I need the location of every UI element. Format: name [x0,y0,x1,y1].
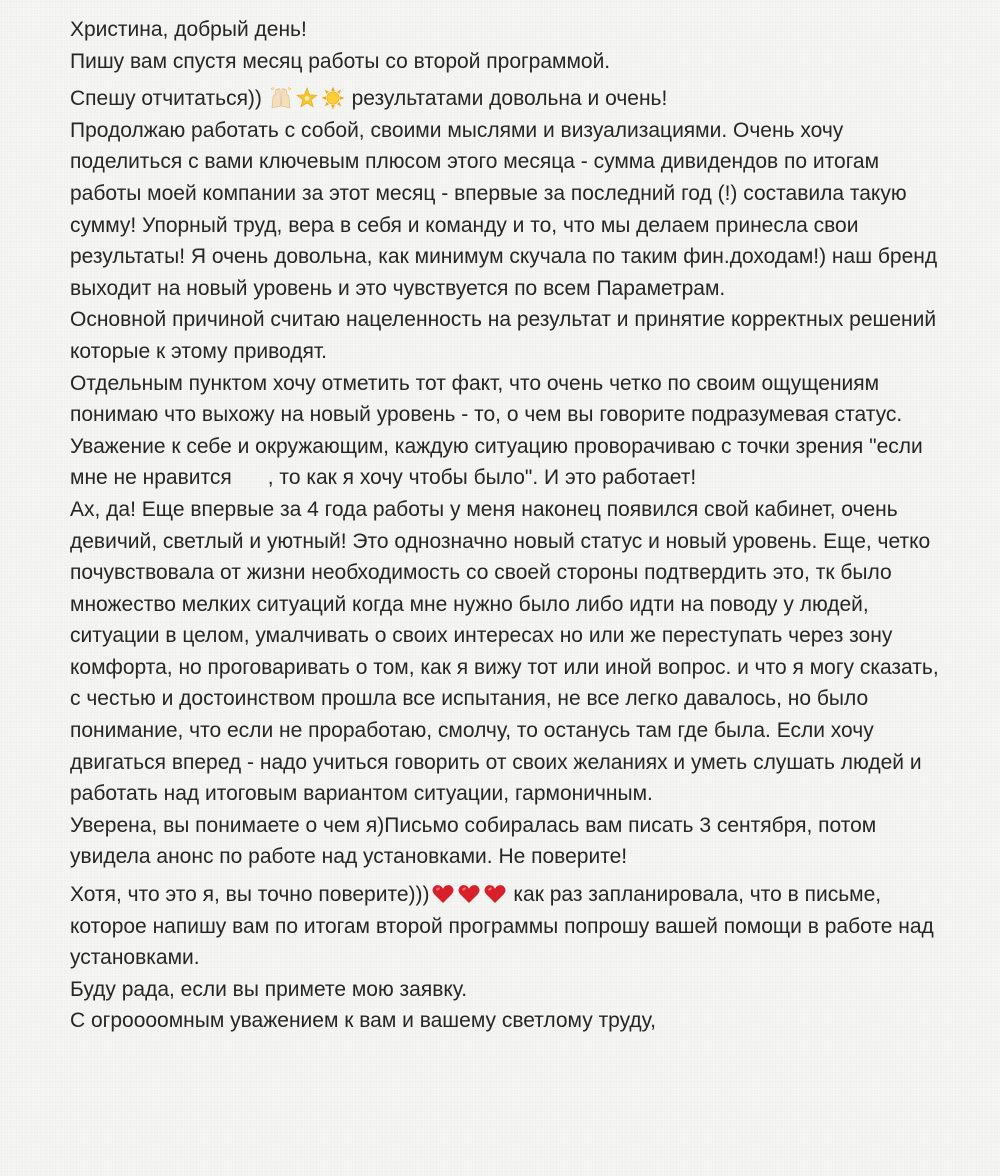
paragraph-dividends: Продолжаю работать с собой, своими мыслями и визуализациями. Очень хочу поделиться с вами ключевым плюсом этого месяца - сумма дивидендов по итогам работы моей компании за этот месяц - впервые за последний год (!) составила такую сумму! Упорный труд, вера в себя и команду и то, что мы делаем принесла свои результаты! Я очень довольна, как минимум скучала по таким фин.доходам!) наш бренд выходит на новый уровень и это чувствуется по всем Параметрам. [70,118,938,300]
heart-icon [431,882,455,906]
greeting: Христина, добрый день! [70,18,307,41]
paragraph-request-end: как раз запланировала, что в письме, которое напишу вам по итогам второй программы попрошу вашей помощи в работе над установками. [70,883,934,970]
heart-icon [483,882,507,906]
intro-line: Пишу вам спустя месяц работы со второй программой. [70,49,611,73]
sun-icon [321,86,345,110]
raised-hands-icon [269,86,293,110]
glowing-star-icon [295,86,319,110]
report-line [70,83,950,115]
paragraph-request-start: Хотя, что это я, вы точно поверите))) [70,883,430,907]
letter [70,14,950,1037]
paragraph-status-start: Отдельным пунктом хочу отметить тот факт, что очень четко по своим ощущениям понимаю что выхожу на новый уровень - то, о чем вы говорите подразумевая статус. Уважение к себе и окружающим, каждую ситуацию проворачиваю с точки зрения "если мне не нравится [70,371,923,490]
paragraph-office: Ах, да! Еще впервые за 4 года работы у меня наконец появился свой кабинет, очень девичий, светлый и уютный! Это однозначно новый статус и новый уровень. Еще, четко почувствовала от жизни необходимость со своей стороны подтвердить это, тк было множество мелких ситуаций когда мне нужно было либо идти на поводу у людей, ситуации в целом, умалчивать о своих интересах но или же переступать через зону комфорта, но проговаривать о том, как я вижу тот или иной вопрос. и что я могу сказать, с честью и достоинством прошла все испытания, не все легко давалось, но было понимание, что если не проработаю, смолчу, то останусь там где была. Если хочу двигаться вперед - надо учиться говорить от своих желаниях и уметь слушать людей и работать над итоговым вариантом ситуации, гармоничным. [70,497,939,806]
closing-line: С огроооомным уважением к вам и вашему светлому труду, [70,1009,656,1033]
report-text-start: Спешу отчитаться)) [70,87,262,111]
paragraph-status-end: , то как я хочу чтобы было". И это работает! [267,466,697,490]
paragraph-status [70,368,950,494]
report-text-end: результатами довольна и очень! [351,87,668,111]
paragraph-application: Буду рада, если вы примете мою заявку. [70,977,468,1001]
heart-icon [457,882,481,906]
paragraph-announcement: Уверена, вы понимаете о чем я)Письмо собиралась вам писать 3 сентября, потом увидела анонс по работе над установками. Не поверите! [70,813,877,869]
paragraph-reason: Основной причиной считаю нацеленность на результат и принятие корректных решений которые к этому приводят. [70,308,937,363]
paragraph-request [70,879,950,974]
